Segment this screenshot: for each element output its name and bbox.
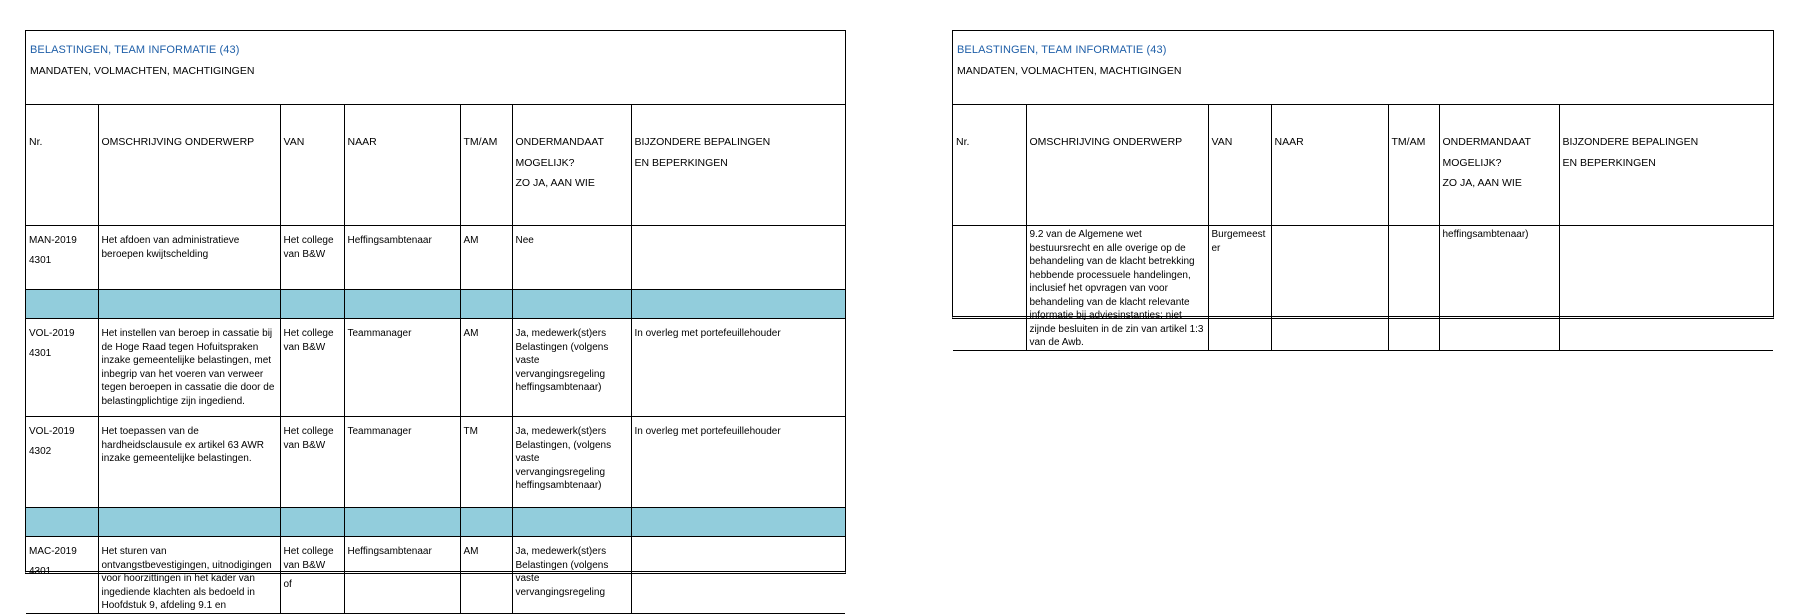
header-nr: Nr.: [953, 105, 1026, 226]
cell-van: Burgemeester: [1208, 226, 1271, 351]
table-header-row: [26, 105, 845, 226]
header-bijzondere: BIJZONDERE BEPALINGEN EN BEPERKINGEN: [631, 105, 845, 226]
table-row: [26, 226, 845, 290]
table-row: [26, 319, 845, 417]
cell-tmam: [1388, 226, 1439, 351]
cell-nr: VOL-2019 4301: [26, 319, 98, 417]
cell-nr: MAN-2019 4301: [26, 226, 98, 290]
table-row: [26, 417, 845, 508]
cell-tmam: AM: [460, 319, 512, 417]
cell-ondermandaat: heffingsambtenaar): [1439, 226, 1559, 351]
header-naar: NAAR: [1271, 105, 1388, 226]
cell-naar: [1271, 226, 1388, 351]
table-header-row: [953, 105, 1773, 226]
cell-bijzondere: [631, 226, 845, 290]
page-title: BELASTINGEN, TEAM INFORMATIE (43): [957, 44, 1167, 56]
cell-omschrijving: Het afdoen van administratieve beroepen kwijtschelding: [98, 226, 280, 290]
document-page-right: [952, 30, 1774, 348]
header-ondermandaat: ONDERMANDAAT MOGELIJK? ZO JA, AAN WIE: [1439, 105, 1559, 226]
cell-bijzondere: In overleg met portefeuillehouder: [631, 319, 845, 417]
header-van: VAN: [280, 105, 344, 226]
cell-naar: Heffingsambtenaar: [344, 226, 460, 290]
cell-omschrijving: 9.2 van de Algemene wet bestuursrecht en alle overige op de behandeling van de klacht betrekking hebbende processuele handelingen, inclusief het opvragen van voor behandeling van de klacht relevante informatie bij adviesinstanties: niet zijnde besluiten in de zin van artikel 1:3 van de Awb.: [1026, 226, 1208, 351]
header-ondermandaat: ONDERMANDAAT MOGELIJK? ZO JA, AAN WIE: [512, 105, 631, 226]
cell-van: Het college van B&W: [280, 319, 344, 417]
header-van: VAN: [1208, 105, 1271, 226]
cell-nr: [953, 226, 1026, 351]
cell-omschrijving: Het sturen van ontvangstbevestigingen, uitnodigingen voor hoorzittingen in het kader van ingediende klachten als bedoeld in Hoofdstuk 9, afdeling 9.1 en: [98, 537, 280, 614]
cell-van: Het college van B&W: [280, 226, 344, 290]
header-omschrijving: OMSCHRIJVING ONDERWERP: [1026, 105, 1208, 226]
spacer-row: [26, 290, 845, 319]
page-title: BELASTINGEN, TEAM INFORMATIE (43): [30, 44, 240, 56]
cell-ondermandaat: Ja, medewerk(st)ers Belastingen, (volgens vaste vervangingsregeling heffingsambtenaar): [512, 417, 631, 508]
cell-nr: MAC-2019 4301: [26, 537, 98, 614]
header-omschrijving: OMSCHRIJVING ONDERWERP: [98, 105, 280, 226]
cell-omschrijving: Het toepassen van de hardheidsclausule ex artikel 63 AWR inzake gemeentelijke belastingen.: [98, 417, 280, 508]
page-subtitle: MANDATEN, VOLMACHTEN, MACHTIGINGEN: [957, 65, 1182, 77]
cell-tmam: AM: [460, 226, 512, 290]
header-naar: NAAR: [344, 105, 460, 226]
cell-naar: Heffingsambtenaar: [344, 537, 460, 614]
header-nr: Nr.: [26, 105, 98, 226]
header-tmam: TM/AM: [1388, 105, 1439, 226]
cell-bijzondere: [1559, 226, 1773, 351]
cell-ondermandaat: Ja, medewerk(st)ers Belastingen (volgens vaste vervangingsregeling heffingsambtenaar): [512, 319, 631, 417]
cell-ondermandaat: Ja, medewerk(st)ers Belastingen (volgens vaste vervangingsregeling: [512, 537, 631, 614]
cell-van: Het college van B&W: [280, 417, 344, 508]
mandate-table: [26, 105, 845, 614]
cell-nr: VOL-2019 4302: [26, 417, 98, 508]
cell-ondermandaat: Nee: [512, 226, 631, 290]
cell-van: Het college van B&W of: [280, 537, 344, 614]
cell-tmam: AM: [460, 537, 512, 614]
cell-bijzondere: In overleg met portefeuillehouder: [631, 417, 845, 508]
cell-omschrijving: Het instellen van beroep in cassatie bij de Hoge Raad tegen Hofuitspraken inzake gemeentelijke belastingen, met inbegrip van het voeren van verweer tegen beroepen in cassatie die door de belastingplichtige zijn ingediend.: [98, 319, 280, 417]
cell-bijzondere: [631, 537, 845, 614]
page-subtitle: MANDATEN, VOLMACHTEN, MACHTIGINGEN: [30, 65, 255, 77]
cell-naar: Teammanager: [344, 417, 460, 508]
document-page-left: [25, 30, 846, 611]
page-header: [26, 31, 845, 105]
header-tmam: TM/AM: [460, 105, 512, 226]
spacer-row: [26, 508, 845, 537]
cell-tmam: TM: [460, 417, 512, 508]
cell-naar: Teammanager: [344, 319, 460, 417]
page-header: [953, 31, 1773, 105]
mandate-table: [953, 105, 1773, 351]
header-bijzondere: BIJZONDERE BEPALINGEN EN BEPERKINGEN: [1559, 105, 1773, 226]
table-row: [26, 537, 845, 614]
table-row: [953, 226, 1773, 351]
